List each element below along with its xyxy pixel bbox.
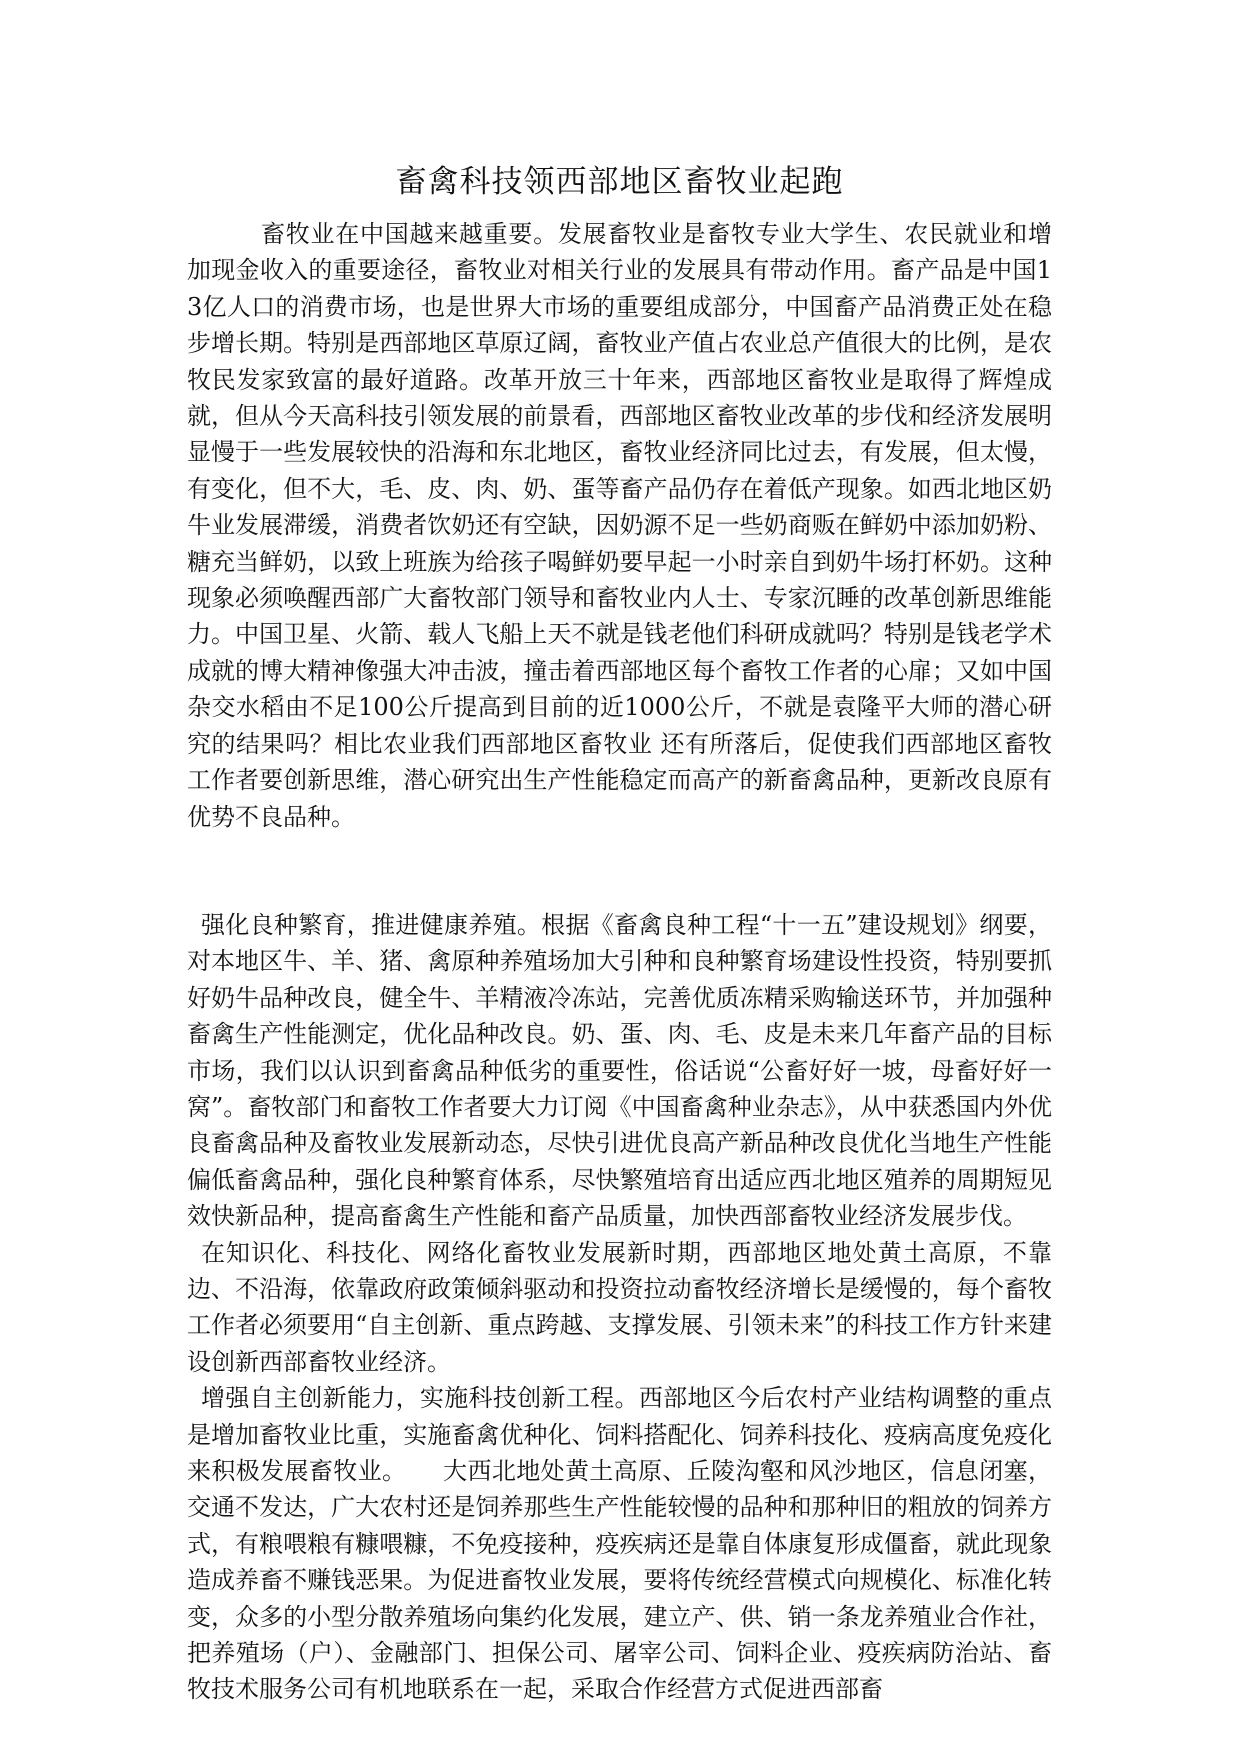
paragraph-innovation-era: 在知识化、科技化、网络化畜牧业发展新时期，西部地区地处黄土高原，不靠边、不沿海，依靠政府政策倾斜驱动和投资拉动畜牧经济增长是缓慢的，每个畜牧工作者必须要用“自主创新、重点跨越、支撑发展、引领未来”的科技工作方针来建设创新西部畜牧业经济。 [187,1238,1052,1376]
document-title: 畜禽科技领西部地区畜牧业起跑 [395,164,844,200]
paragraph-tech-project: 增强自主创新能力，实施科技创新工程。西部地区今后农村产业结构调整的重点是增加畜牧业比重，实施畜禽优种化、饲料搭配化、饲养科技化、疫病高度免疫化来积极发展畜牧业。 大西北地处黄土高原、丘陵沟壑和风沙地区，信息闭塞，交通不发达，广大农村还是饲养那些生产性能较慢的品种和那种旧的粗放的饲养方式，有粮喂粮有糠喂糠，不免疫接种，疫疾病还是靠自体康复形成僵畜，就此现象造成养畜不赚钱恶果。为促进畜牧业发展，要将传统经营模式向规模化、标准化转变，众多的小型分散养殖场向集约化发展，建立产、供、销一条龙养殖业合作社，把养殖场（户）、金融部门、担保公司、屠宰公司、饲料企业、疫疾病防治站、畜牧技术服务公司有机地联系在一起，采取合作经营方式促进西部畜 [187,1384,1052,1704]
document-page [187,160,1052,1708]
paragraph-breeding: 强化良种繁育，推进健康养殖。根据《畜禽良种工程“十一五”建设规划》纲要，对本地区牛、羊、猪、禽原种养殖场加大引种和良种繁育场建设性投资，特别要抓好奶牛品种改良，健全牛、羊精液冷冻站，完善优质冻精采购输送环节，并加强种畜禽生产性能测定，优化品种改良。奶、蛋、肉、毛、皮是未来几年畜产品的目标市场，我们以认识到畜禽品种低劣的重要性，俗话说“公畜好好一坡，母畜好好一窝”。畜牧部门和畜牧工作者要大力订阅《中国畜禽种业杂志》，从中获悉国内外优良畜禽品种及畜牧业发展新动态，尽快引进优良高产新品种改良优化当地生产性能偏低畜禽品种，强化良种繁育体系，尽快繁殖培育出适应西北地区殖养的周期短见效快新品种，提高畜禽生产性能和畜产品质量，加快西部畜牧业经济发展步伐。 [187,910,1052,1231]
paragraph-spacer [187,835,1052,907]
paragraph-intro: 畜牧业在中国越来越重要。发展畜牧业是畜牧专业大学生、农民就业和增加现金收入的重要途径，畜牧业对相关行业的发展具有带动作用。畜产品是中国13亿人口的消费市场，也是世界大市场的重要组成部分，中国畜产品消费正处在稳步增长期。特别是西部地区草原辽阔，畜牧业产值占农业总产值很大的比例，是农牧民发家致富的最好道路。改革开放三十年来，西部地区畜牧业是取得了辉煌成就，但从今天高科技引领发展的前景看，西部地区畜牧业改革的步伐和经济发展明显慢于一些发展较快的沿海和东北地区，畜牧业经济同比过去，有发展，但太慢，有变化，但不大，毛、皮、肉、奶、蛋等畜产品仍存在着低产现象。如西北地区奶牛业发展滞缓，消费者饮奶还有空缺，因奶源不足一些奶商贩在鲜奶中添加奶粉、糖充当鲜奶，以致上班族为给孩子喝鲜奶要早起一小时亲自到奶牛场打杯奶。这种现象必须唤醒西部广大畜牧部门领导和畜牧业内人士、专家沉睡的改革创新思维能力。中国卫星、火箭、载人飞船上天不就是钱老他们科研成就吗？特别是钱老学术成就的博大精神像强大冲击波，撞击着西部地区每个畜牧工作者的心扉；又如中国杂交水稻由不足100公斤提高到目前的近1000公斤，不就是袁隆平大师的潜心研究的结果吗？相比农业我们西部地区畜牧业 还有所落后，促使我们西部地区畜牧工作者要创新思维，潜心研究出生产性能稳定而高产的新畜禽品种，更新改良原有优势不良品种。 [187,220,1052,831]
